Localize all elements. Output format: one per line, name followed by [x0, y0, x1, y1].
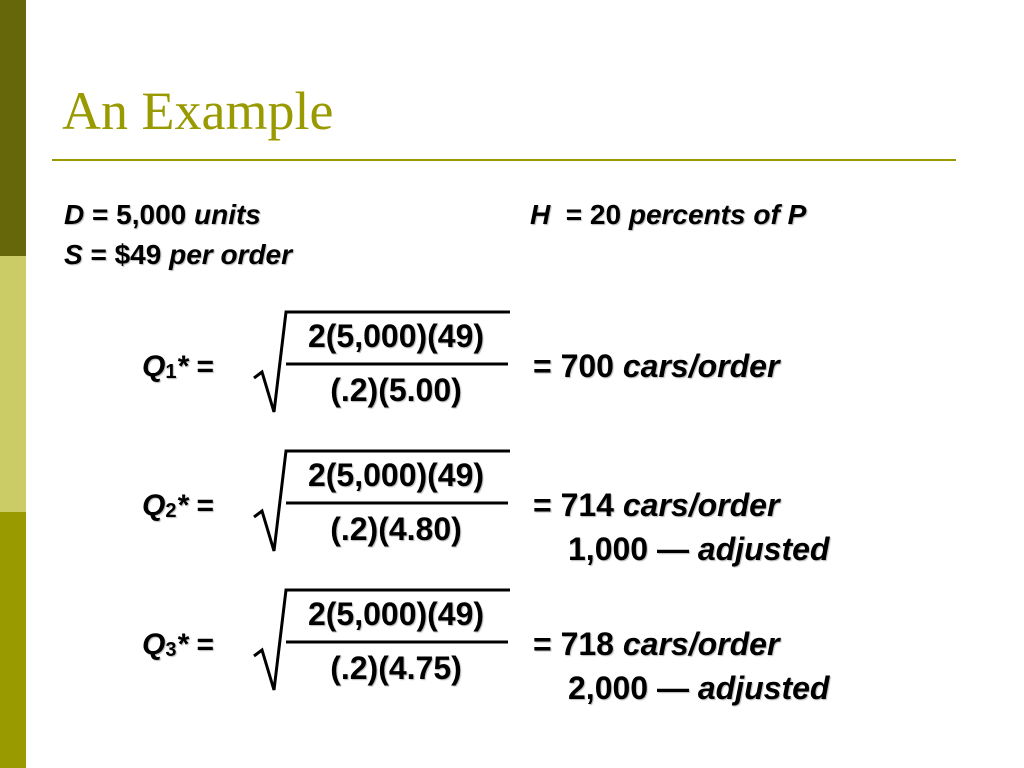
equation-3-radical — [252, 586, 512, 698]
setup-value: = $49 — [82, 239, 170, 270]
demand-value: = 5,000 — [84, 199, 194, 230]
q-symbol: Q — [142, 628, 166, 661]
equation-1-radical — [252, 308, 512, 420]
adjusted-value: 2,000 — — [568, 670, 698, 706]
equals-sign: = — [188, 628, 215, 661]
result-unit: cars/order — [622, 348, 780, 384]
demand-unit: units — [194, 199, 261, 230]
result-unit: cars/order — [622, 487, 780, 523]
equation-2-adjusted — [568, 533, 829, 565]
q-star: * — [176, 350, 189, 383]
denominator: (.2)(4.75) — [330, 650, 462, 686]
q-star: * — [176, 489, 189, 522]
equation-2-lhs — [142, 491, 214, 521]
equals-sign: = — [188, 489, 215, 522]
equation-2-result — [533, 489, 779, 521]
sidebar-band-dark — [0, 0, 26, 256]
q-symbol: Q — [142, 350, 166, 383]
setup-unit: per order — [169, 239, 293, 270]
given-holding-cost — [530, 201, 806, 229]
given-setup-cost — [64, 241, 292, 269]
equation-3-result — [533, 628, 779, 660]
q-subscript: 1 — [165, 361, 177, 383]
holding-value: = 20 — [550, 199, 629, 230]
adjusted-value: 1,000 — — [568, 531, 698, 567]
equation-2-radical — [252, 447, 512, 559]
holding-variable: H — [530, 199, 551, 230]
q-star: * — [176, 628, 189, 661]
setup-variable: S — [64, 239, 83, 270]
result-value: = 700 — [533, 348, 623, 384]
denominator: (.2)(5.00) — [330, 372, 462, 408]
adjusted-label: adjusted — [697, 531, 830, 567]
holding-unit: percents of P — [628, 199, 807, 230]
numerator: 2(5,000)(49) — [307, 596, 485, 632]
adjusted-label: adjusted — [697, 670, 830, 706]
q-subscript: 3 — [165, 639, 177, 661]
numerator: 2(5,000)(49) — [307, 318, 485, 354]
denominator: (.2)(4.80) — [330, 511, 462, 547]
sidebar-band-olive — [0, 512, 26, 768]
equation-3-lhs — [142, 630, 214, 660]
equals-sign: = — [188, 350, 215, 383]
result-value: = 714 — [533, 487, 623, 523]
sidebar-band-light — [0, 256, 26, 512]
title-divider — [52, 159, 956, 161]
result-unit: cars/order — [622, 626, 780, 662]
equation-1-result — [533, 350, 779, 382]
equation-3-adjusted — [568, 672, 829, 704]
slide-title: An Example — [62, 81, 334, 141]
numerator: 2(5,000)(49) — [307, 457, 485, 493]
given-demand — [64, 201, 261, 229]
demand-variable: D — [64, 199, 85, 230]
q-subscript: 2 — [165, 500, 177, 522]
equation-1-lhs — [142, 352, 214, 382]
q-symbol: Q — [142, 489, 166, 522]
result-value: = 718 — [533, 626, 623, 662]
